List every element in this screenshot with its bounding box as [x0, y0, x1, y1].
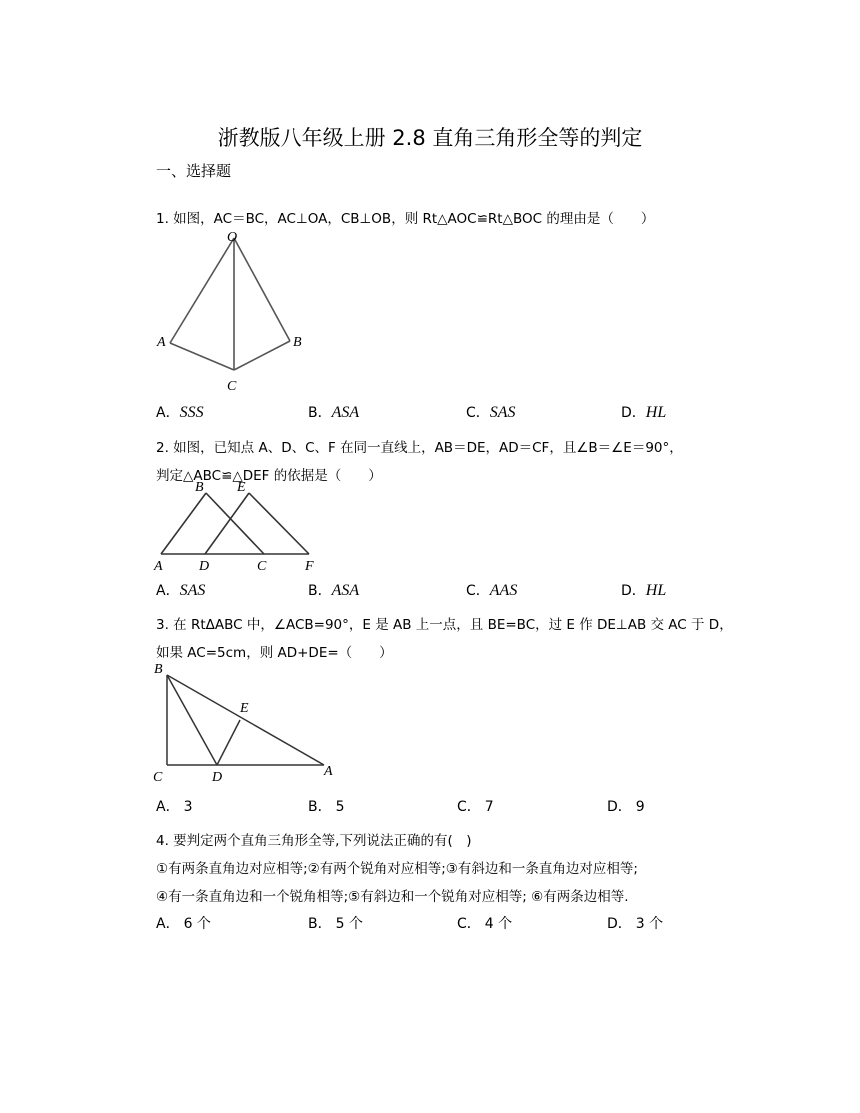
- question-4-text-line3: ④有一条直角边和一个锐角相等;⑤有斜边和一个锐角对应相等; ⑥有两条边相等.: [156, 889, 629, 905]
- figure2-label-a: A: [154, 559, 163, 572]
- option-letter: A．: [156, 916, 180, 932]
- figure3-label-e: E: [240, 701, 249, 716]
- q2-option-c[interactable]: [466, 580, 517, 600]
- q4-option-a[interactable]: [156, 913, 211, 933]
- option-letter: D．: [621, 405, 646, 421]
- option-letter: B．: [308, 405, 332, 421]
- q4-option-d[interactable]: [607, 913, 663, 933]
- option-value: 5: [335, 799, 345, 815]
- figure3-label-c: C: [153, 770, 163, 783]
- figure1-label-o: O: [227, 230, 238, 245]
- option-letter: D．: [607, 799, 632, 815]
- option-value: 7: [484, 799, 494, 815]
- q2-option-b[interactable]: [308, 580, 359, 600]
- option-letter: B．: [308, 583, 332, 599]
- option-letter: C．: [466, 583, 490, 599]
- question-3-text-line1: 3. 在 RtΔABC 中，∠ACB=90°，E 是 AB 上一点，且 BE=BC，过 E 作 DE⊥AB 交 AC 于 D，: [156, 617, 733, 633]
- q1-option-d[interactable]: [621, 402, 666, 422]
- option-value: SAS: [179, 582, 206, 599]
- option-value: 6 个: [183, 916, 211, 932]
- option-value: 3 个: [635, 916, 664, 932]
- option-value: ASA: [331, 582, 360, 599]
- option-value: AAS: [489, 582, 518, 599]
- figure2-label-f: F: [305, 559, 314, 572]
- q3-option-d[interactable]: [607, 796, 645, 816]
- q3-option-b[interactable]: [308, 796, 345, 816]
- question-3-figure: [150, 657, 340, 783]
- figure3-label-b: B: [154, 662, 163, 677]
- figure2-label-b: B: [195, 480, 204, 495]
- q4-option-c[interactable]: [457, 913, 512, 933]
- question-1-text: 1. 如图，AC＝BC，AC⊥OA，CB⊥OB，则 Rt△AOC≌Rt△BOC 的理由是（ ）: [156, 211, 655, 227]
- q2-option-a[interactable]: [156, 580, 205, 600]
- figure2-label-d: D: [199, 559, 210, 572]
- page-title: 浙教版八年级上册 2.8 直角三角形全等的判定: [217, 126, 643, 150]
- figure3-label-a: A: [324, 764, 333, 779]
- q4-option-b[interactable]: [308, 913, 363, 933]
- q3-option-c[interactable]: [457, 796, 494, 816]
- question-4-text-line1: 4. 要判定两个直角三角形全等,下列说法正确的有( ): [156, 833, 472, 849]
- figure1-label-b: B: [293, 335, 302, 350]
- option-letter: B．: [308, 799, 332, 815]
- figure3-label-d: D: [212, 770, 223, 783]
- q3-option-a[interactable]: [156, 796, 193, 816]
- question-1-figure: [150, 224, 320, 396]
- option-value: HL: [645, 404, 667, 421]
- option-letter: C．: [466, 405, 490, 421]
- q1-option-a[interactable]: [156, 402, 204, 422]
- option-value: SSS: [179, 404, 204, 421]
- option-value: 4 个: [484, 916, 513, 932]
- q2-option-d[interactable]: [621, 580, 666, 600]
- q1-option-b[interactable]: [308, 402, 359, 422]
- figure1-label-a: A: [157, 335, 166, 350]
- option-letter: D．: [621, 583, 646, 599]
- option-value: 9: [635, 799, 645, 815]
- option-letter: D．: [607, 916, 632, 932]
- option-value: ASA: [331, 404, 360, 421]
- question-2-text-line2: 判定△ABC≌△DEF 的依据是（ ）: [156, 468, 382, 484]
- option-letter: A．: [156, 583, 180, 599]
- option-value: SAS: [489, 404, 516, 421]
- option-letter: C．: [457, 799, 481, 815]
- question-2-text-line1: 2. 如图，已知点 A、D、C、F 在同一直线上，AB＝DE，AD＝CF，且∠B＝∠E＝90°，: [156, 440, 683, 456]
- option-letter: A．: [156, 799, 180, 815]
- question-4-text-line2: ①有两条直角边对应相等;②有两个锐角对应相等;③有斜边和一条直角边对应相等;: [156, 861, 638, 877]
- figure2-label-e: E: [237, 480, 246, 495]
- question-3-text-line2: 如果 AC=5cm，则 AD+DE=（ ）: [156, 645, 393, 661]
- option-letter: B．: [308, 916, 332, 932]
- option-value: HL: [645, 582, 667, 599]
- section-heading: 一、选择题: [156, 162, 232, 180]
- q1-option-c[interactable]: [466, 402, 516, 422]
- option-value: 5 个: [335, 916, 363, 932]
- figure2-label-c: C: [257, 559, 267, 572]
- option-letter: A．: [156, 405, 180, 421]
- option-value: 3: [183, 799, 193, 815]
- question-2-figure: [150, 478, 330, 572]
- figure1-label-c: C: [227, 379, 237, 394]
- option-letter: C．: [457, 916, 481, 932]
